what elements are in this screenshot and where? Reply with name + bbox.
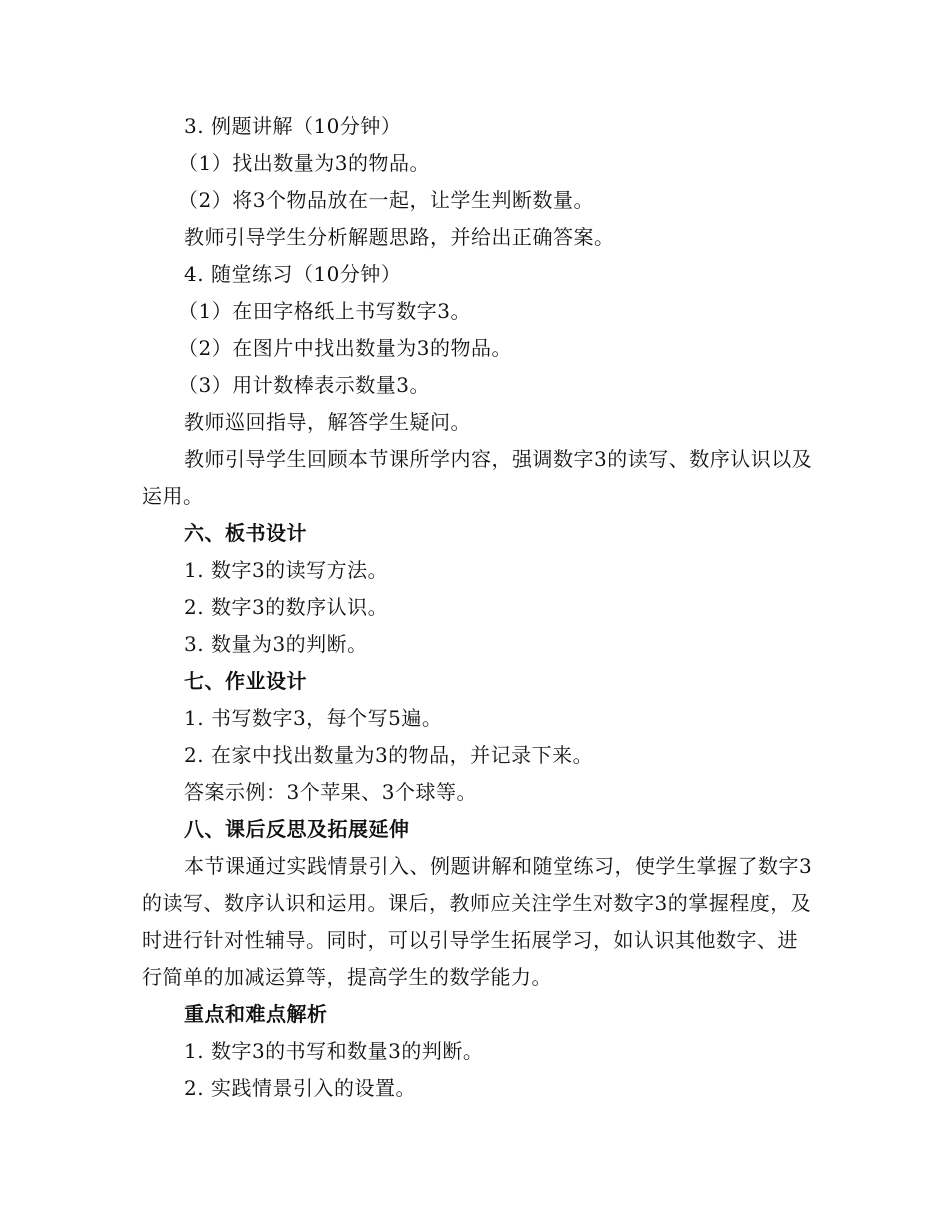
list-item: 2. 数字3的数序认识。 <box>184 595 389 619</box>
section-heading-homework: 七、作业设计 <box>184 669 307 693</box>
list-item: 2. 在家中找出数量为3的物品，并记录下来。 <box>184 743 594 767</box>
summary-paragraph: 教师引导学生回顾本节课所学内容，强调数字3的读写、数序认识以及运用。 <box>142 447 813 508</box>
document-body <box>142 108 814 1107</box>
list-item: （2）在图片中找出数量为3的物品。 <box>178 336 512 360</box>
reflection-paragraph: 本节课通过实践情景引入、例题讲解和随堂练习，使学生掌握了数字3的读写、数序认识和运用。课后，教师应关注学生对数字3的掌握程度，及时进行针对性辅导。同时，可以引导学生拓展学习，如认识其他数字、进行简单的加减运算等，提高学生的数学能力。 <box>142 854 813 989</box>
practice-heading: 4. 随堂练习（10分钟） <box>184 262 402 286</box>
list-item: （3）用计数棒表示数量3。 <box>178 373 430 397</box>
list-item: 1. 书写数字3，每个写5遍。 <box>184 706 443 730</box>
section-heading-blackboard: 六、板书设计 <box>184 521 307 545</box>
list-item: （2）将3个物品放在一起，让学生判断数量。 <box>178 188 594 212</box>
paragraph-line: 教师巡回指导，解答学生疑问。 <box>184 410 471 434</box>
example-heading: 3. 例题讲解（10分钟） <box>184 114 402 138</box>
list-item: 1. 数字3的读写方法。 <box>184 558 389 582</box>
list-item: （1）在田字格纸上书写数字3。 <box>178 299 471 323</box>
section-heading-key-points: 重点和难点解析 <box>184 1002 328 1026</box>
list-item: （1）找出数量为3的物品。 <box>178 151 430 175</box>
section-heading-reflection: 八、课后反思及拓展延伸 <box>184 817 410 841</box>
answer-example: 答案示例：3个苹果、3个球等。 <box>184 780 477 804</box>
list-item: 2. 实践情景引入的设置。 <box>184 1076 416 1100</box>
paragraph-line: 教师引导学生分析解题思路，并给出正确答案。 <box>184 225 615 249</box>
list-item: 1. 数字3的书写和数量3的判断。 <box>184 1039 484 1063</box>
list-item: 3. 数量为3的判断。 <box>184 632 368 656</box>
